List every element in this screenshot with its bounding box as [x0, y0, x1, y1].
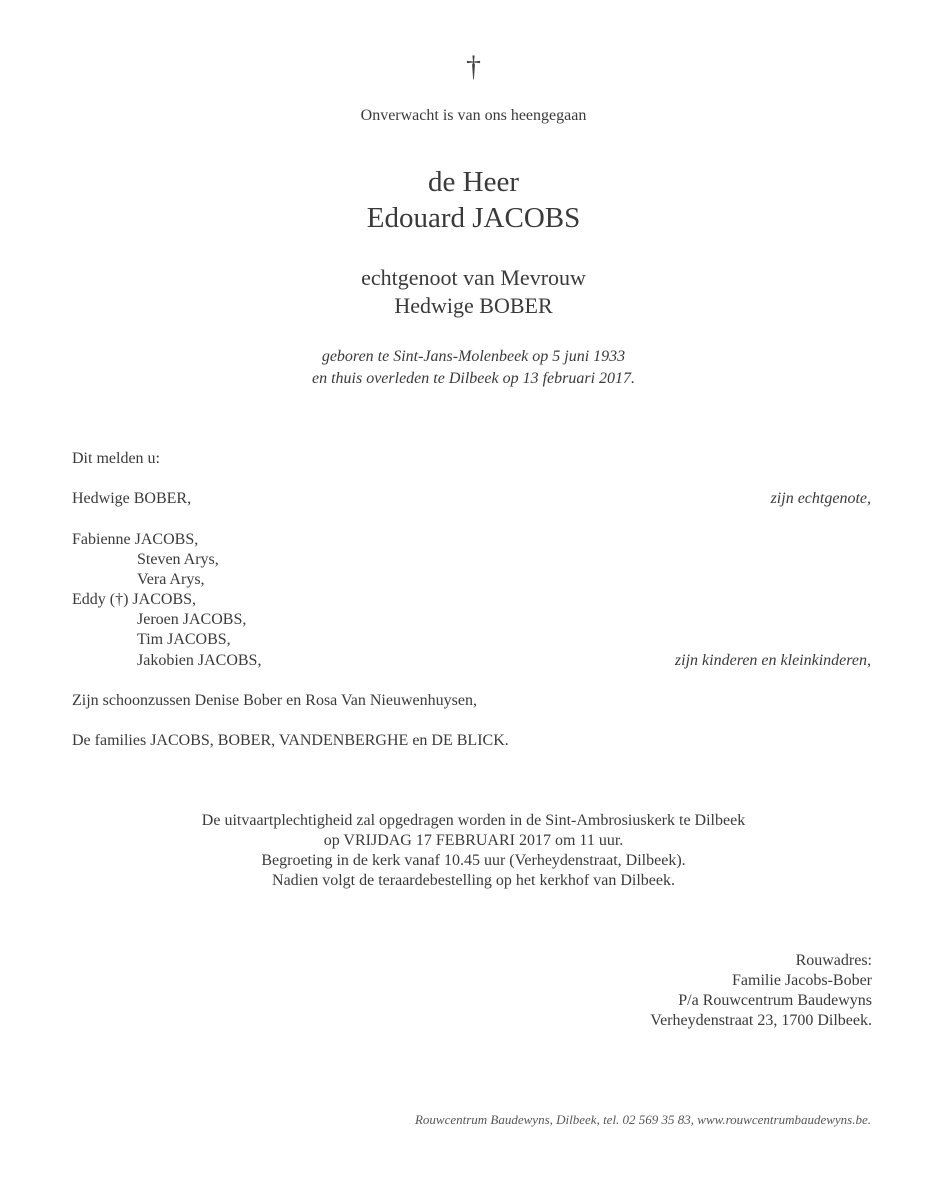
- spouse-name: Hedwige BOBER: [394, 293, 553, 318]
- life-dates: [0, 346, 947, 390]
- families-line: De families JACOBS, BOBER, VANDENBERGHE en DE BLICK.: [72, 732, 509, 749]
- grandchild-line: Jakobien JACOBS,: [137, 652, 262, 669]
- mourner-spouse-role: zijn echtgenote,: [770, 490, 871, 507]
- mourner-spouse-name: Hedwige BOBER,: [72, 490, 192, 507]
- funeral-line: Begroeting in de kerk vanaf 10.45 uur (Verheydenstraat, Dilbeek).: [261, 852, 686, 869]
- child-line: Fabienne JACOBS,: [72, 531, 199, 548]
- funeral-line: Nadien volgt de teraardebestelling op het kerkhof van Dilbeek.: [272, 872, 675, 889]
- address-line: P/a Rouwcentrum Baudewyns: [678, 992, 872, 1009]
- intro-text: Onverwacht is van ons heengegaan: [360, 107, 587, 124]
- funeral-info: [0, 811, 947, 891]
- honorific: de Heer: [428, 166, 519, 198]
- birth-text: geboren te Sint-Jans-Molenbeek op 5 juni 1933: [321, 348, 626, 365]
- deceased-name: Edouard JACOBS: [366, 202, 581, 234]
- child-line: Eddy (†) JACOBS,: [72, 591, 197, 608]
- grandchild-line: Tim JACOBS,: [137, 631, 231, 648]
- spouse-block: [0, 264, 947, 320]
- spouse-relation: echtgenoot van Mevrouw: [361, 265, 586, 290]
- address-line: Verheydenstraat 23, 1700 Dilbeek.: [650, 1012, 872, 1029]
- funeral-home-footer: Rouwcentrum Baudewyns, Dilbeek, tel. 02 569 35 83, www.rouwcentrumbaudewyns.be.: [414, 1112, 871, 1127]
- mourning-address: [650, 951, 872, 1031]
- children-role: zijn kinderen en kleinkinderen,: [674, 652, 871, 669]
- address-label: Rouwadres:: [795, 952, 872, 969]
- death-text: en thuis overleden te Dilbeek op 13 februari 2017.: [311, 370, 636, 387]
- funeral-line: op VRIJDAG 17 FEBRUARI 2017 om 11 uur.: [323, 832, 624, 849]
- address-line: Familie Jacobs-Bober: [732, 972, 872, 989]
- grandchild-line: Vera Arys,: [137, 571, 205, 588]
- cross-icon: †: [466, 50, 481, 83]
- in-laws-line: Zijn schoonzussen Denise Bober en Rosa Van Nieuwenhuysen,: [72, 692, 477, 709]
- grandchild-line: Steven Arys,: [137, 551, 219, 568]
- grandchild-line: Jeroen JACOBS,: [137, 611, 247, 628]
- funeral-line: De uitvaartplechtigheid zal opgedragen worden in de Sint-Ambrosiuskerk te Dilbeek: [201, 812, 746, 829]
- deceased-name-block: [0, 164, 947, 236]
- announcement-lead: Dit melden u:: [72, 450, 160, 467]
